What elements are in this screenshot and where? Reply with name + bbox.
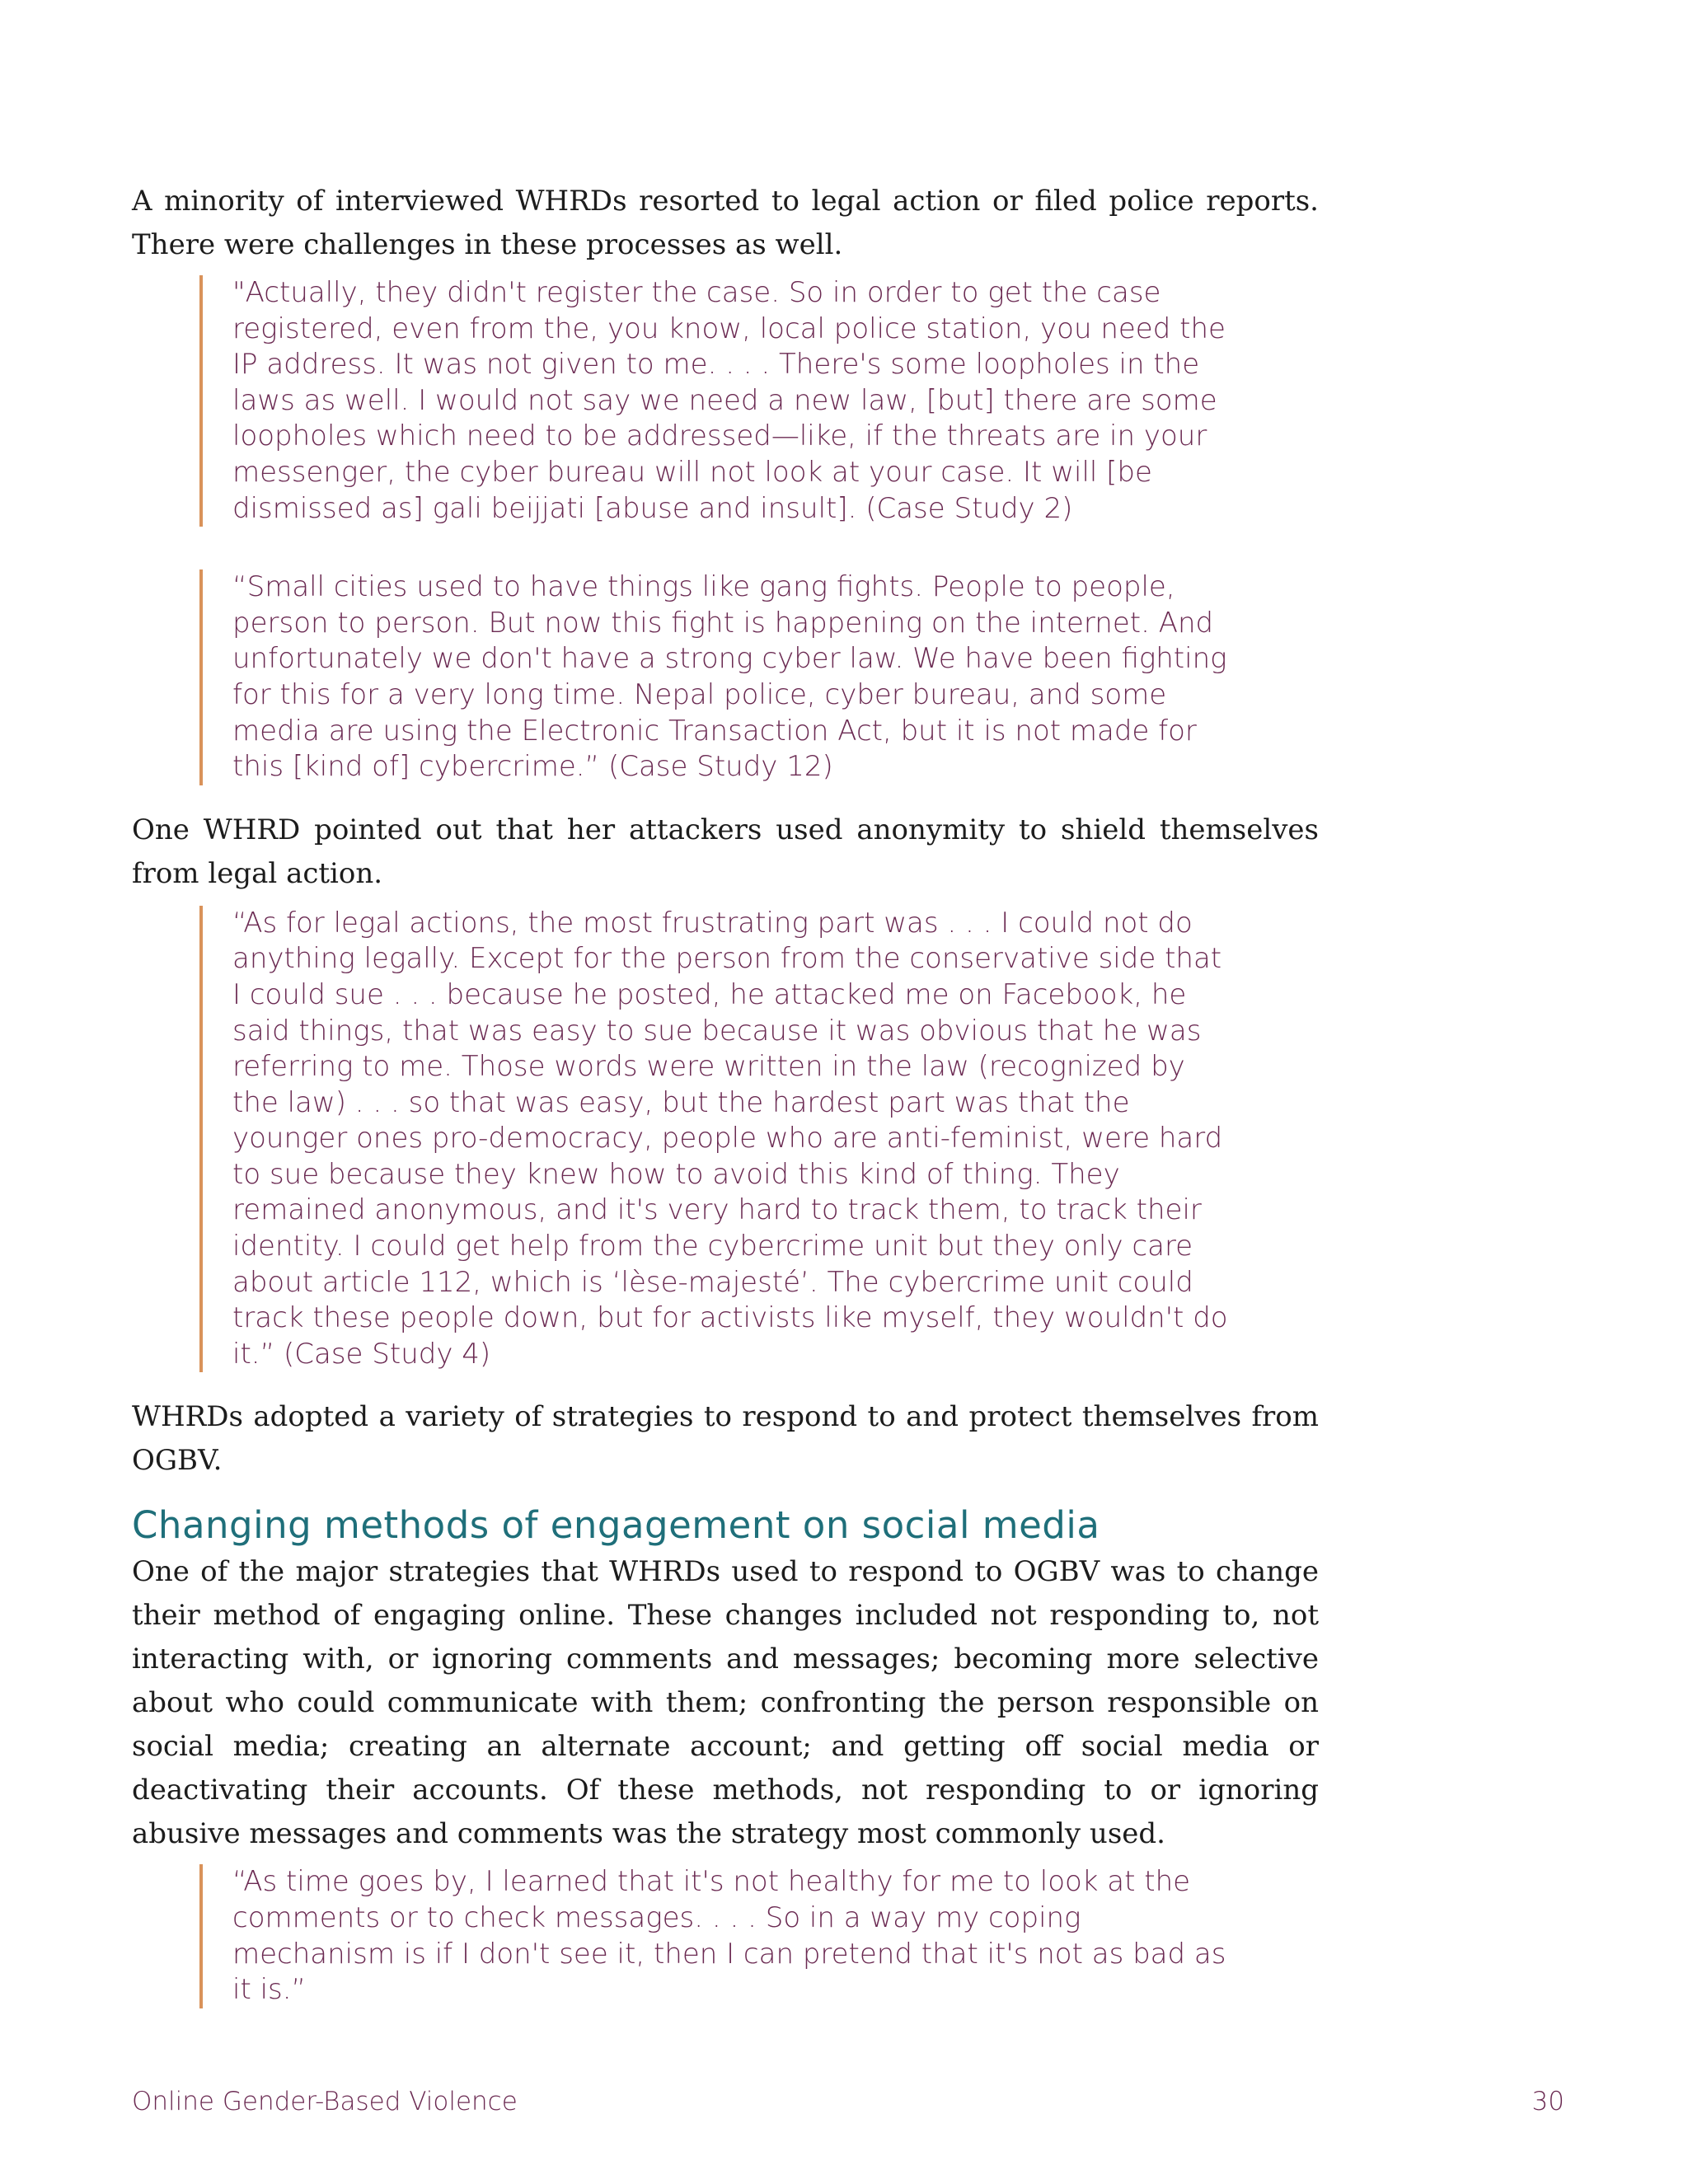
paragraph-legal-action: A minority of interviewed WHRDs resorted to legal action or filed police reports. There were challenges in these processes as well.	[132, 185, 1319, 261]
quote-case-study-12	[199, 569, 1230, 785]
section-heading: Changing methods of engagement on social media	[132, 1503, 1100, 1548]
quote-text: “Small cities used to have things like gang fights. People to people, person to person. But now this fight is happening on the internet. And unfortunately we don't have a strong cyber law. We have been fighting for this for a very long time. Nepal police, cyber bureau, and some media are using the Electronic Transaction Act, but it is not made for this [kind of] cybercrime.” (Case Study 12)	[232, 570, 1227, 784]
footer-title: Online Gender-Based Violence	[132, 2087, 518, 2116]
quote-text: “As for legal actions, the most frustrating part was . . . I could not do anything legally. Except for the person from the conservative side that I could sue . . . because he posted, he attacked me on Facebook, he said things, that was easy to sue because it was obvious that he was referring to me. Those words were written in the law (recognized by the law) . . . so that was easy, but the hardest part was that the younger ones pro-democracy, people who are anti-feminist, were hard to sue because they knew how to avoid this kind of thing. They remained anonymous, and it's very hard to track them, to track their identity. I could get help from the cybercrime unit but they only care about article 112, which is ‘lèse-majesté’. The cybercrime unit could track these people down, but for activists like myself, they wouldn't do it.” (Case Study 4)	[232, 906, 1228, 1371]
quote-coping	[199, 1864, 1230, 2008]
paragraph-anonymity: One WHRD pointed out that her attackers used anonymity to shield themselves from legal action.	[132, 813, 1319, 890]
quote-text: "Actually, they didn't register the case. So in order to get the case registered, even from the, you know, local police station, you need the IP address. It was not given to me. . . . There's some loopholes in the laws as well. I would not say we need a new law, [but] there are some loopholes which need to be addressed—like, if the threats are in your messenger, the cyber bureau will not look at your case. It will [be dismissed as] gali beijjati [abuse and insult]. (Case Study 2)	[232, 276, 1226, 525]
quote-case-study-2	[199, 275, 1230, 527]
page-content	[132, 180, 1319, 2008]
quote-text: “As time goes by, I learned that it's not healthy for me to look at the comments or to check messages. . . . So in a way my coping mechanism is if I don't see it, then I can pretend that it's not as bad as it is.”	[232, 1865, 1226, 2007]
page-number: 30	[1531, 2087, 1564, 2116]
paragraph-strategies: WHRDs adopted a variety of strategies to respond to and protect themselves from OGBV.	[132, 1400, 1319, 1478]
paragraph-major-strategies: One of the major strategies that WHRDs used to respond to OGBV was to change their method of engaging online. These changes included not responding to, not interacting with, or ignoring comments and messages; becoming more selective about who could communicate with them; confronting the person responsible on social media; creating an alternate account; and getting off social media or deactivating their accounts. Of these methods, not responding to or ignoring abusive messages and comments was the strategy most commonly used.	[132, 1555, 1319, 1851]
quote-case-study-4	[199, 906, 1230, 1373]
